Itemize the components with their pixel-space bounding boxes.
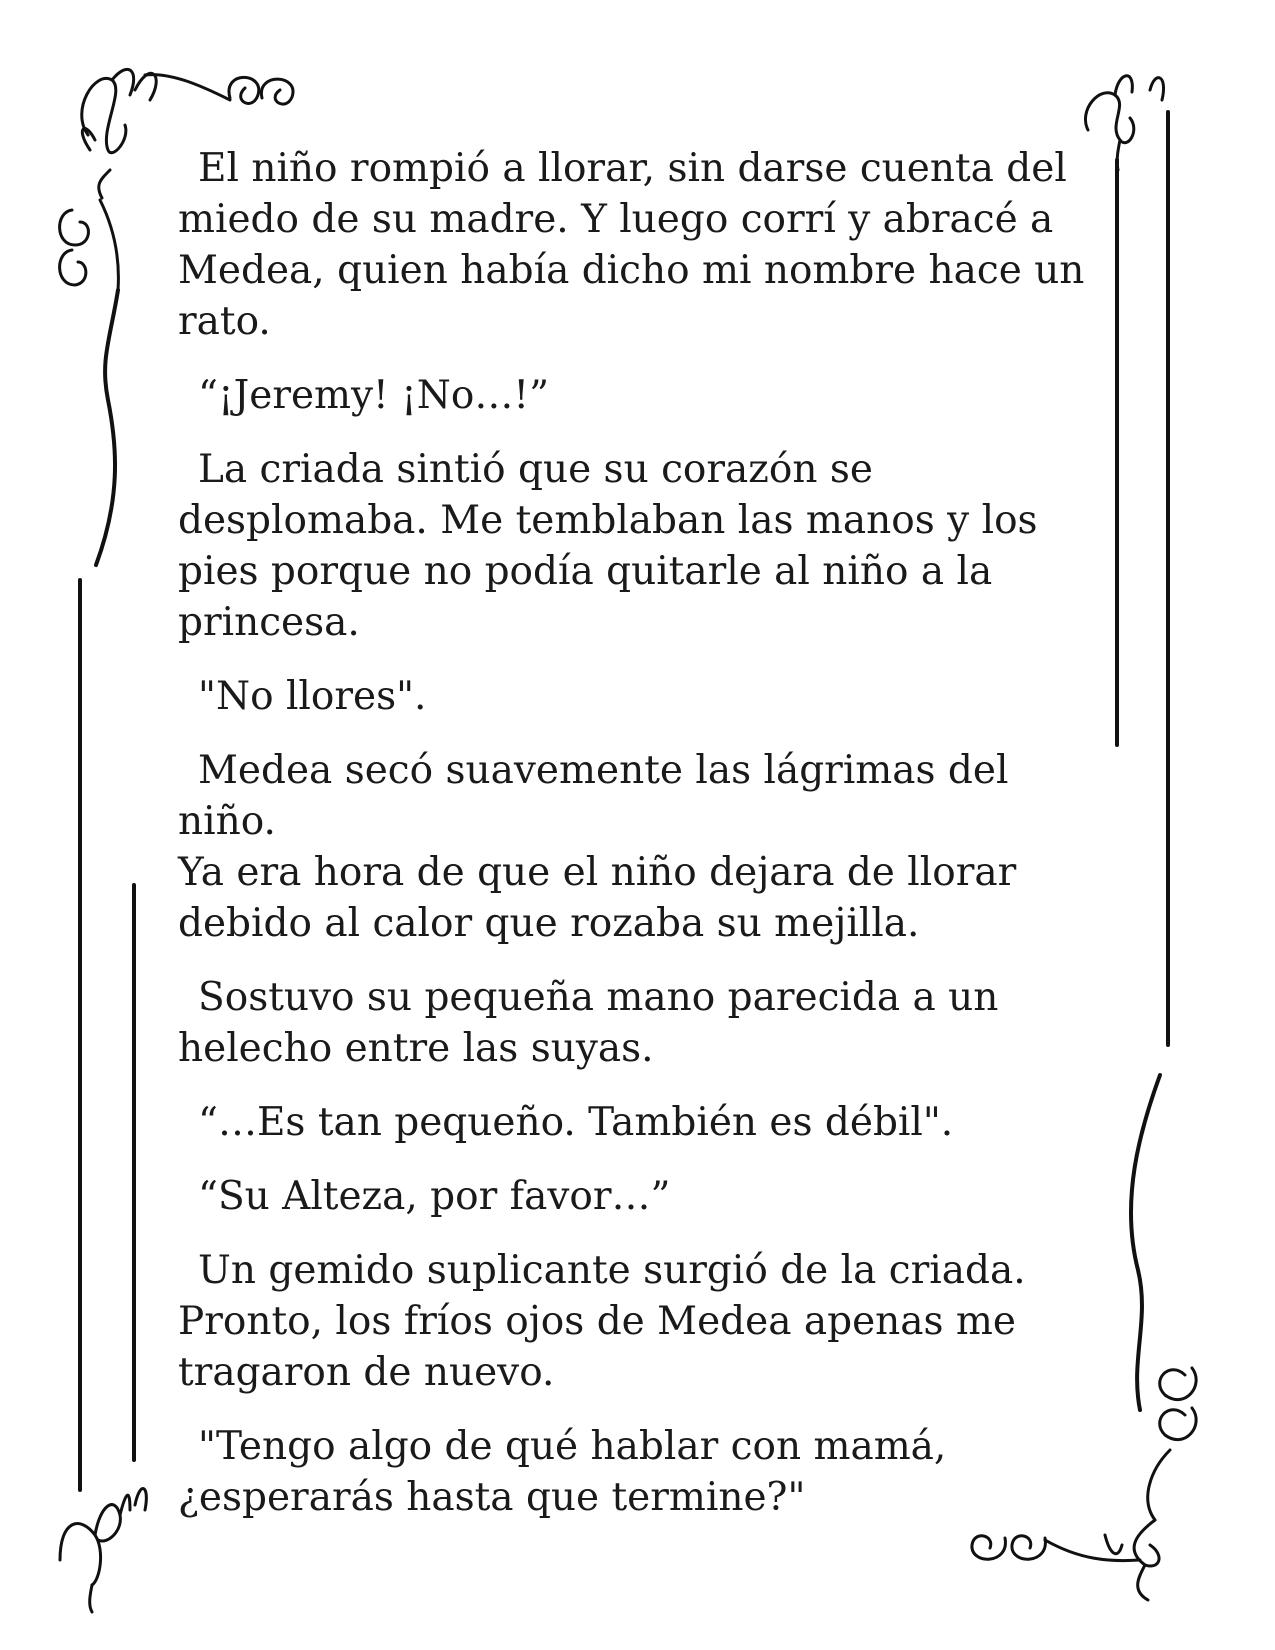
paragraph-10: "Tengo algo de qué hablar con mamá, ¿esperarás hasta que termine?" bbox=[178, 1424, 947, 1520]
paragraph-3: La criada sintió que su corazón se desplomaba. Me temblaban las manos y los pies porque no podía quitarle al niño a la princesa. bbox=[178, 447, 1038, 645]
paragraph-7: “…Es tan pequeño. También es débil". bbox=[198, 1100, 954, 1145]
right-border-lines bbox=[1117, 112, 1168, 1045]
paragraph-9: Un gemido suplicante surgió de la criada. Pronto, los fríos ojos de Medea apenas me tragaron de nuevo. bbox=[178, 1248, 1026, 1395]
paragraph-1: El niño rompió a llorar, sin darse cuenta del miedo de su madre. Y luego corrí y abracé a Medea, quien había dicho mi nombre hace un rato. bbox=[178, 146, 1085, 344]
story-text bbox=[178, 143, 1098, 1546]
paragraph-8: “Su Alteza, por favor…” bbox=[198, 1174, 671, 1219]
paragraph-2: “¡Jeremy! ¡No…!” bbox=[198, 373, 550, 418]
bottom-left-flourish-ornament bbox=[60, 1489, 146, 1612]
paragraph-4: "No llores". bbox=[198, 674, 427, 719]
paragraph-5: Medea secó suavemente las lágrimas del niño. Ya era hora de que el niño dejara de llorar debido al calor que rozaba su mejilla. bbox=[178, 748, 1017, 946]
left-border-lines bbox=[80, 580, 134, 1490]
paragraph-6: Sostuvo su pequeña mano parecida a un helecho entre las suyas. bbox=[178, 975, 999, 1071]
